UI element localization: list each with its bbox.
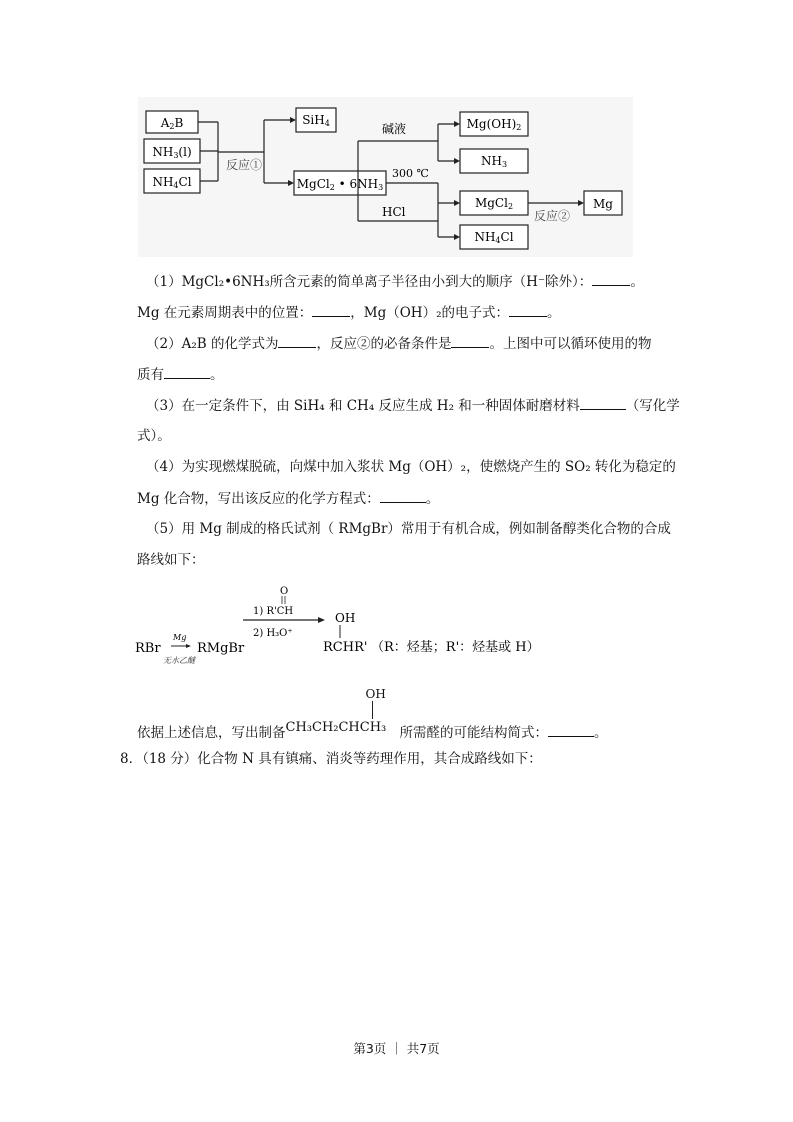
question-3-line-2: 式）。	[137, 428, 171, 444]
label-hcl: HCl	[382, 205, 406, 219]
answer-blank[interactable]	[509, 303, 547, 317]
target-formula: CH₃CH₂CHCH₃	[285, 720, 387, 735]
label-nh3-liquid: NH3(l)	[152, 145, 192, 160]
scheme-mg-over: Mg	[173, 633, 187, 642]
label-reaction-1: 反应①	[226, 158, 263, 172]
scheme-step-1: 1) R'CH	[253, 606, 294, 617]
target-bond	[372, 701, 373, 719]
answer-blank[interactable]	[580, 396, 626, 410]
label-mgcl2-6nh3: MgCl2 • 6NH3	[296, 177, 384, 192]
label-mg: Mg	[593, 197, 613, 211]
target-alcohol	[285, 687, 400, 737]
question-1-line-2: Mg 在元素周期表中的位置： ，Mg（OH）₂的电子式： 。	[137, 305, 561, 321]
question-8-heading: 8．（18 分）化合物 N 具有镇痛、消炎等药理作用，其合成路线如下：	[120, 751, 542, 767]
answer-blank[interactable]	[592, 272, 630, 286]
label-a2b: A2B	[160, 116, 184, 131]
grignard-scheme	[135, 580, 565, 670]
question-5-line-3: 依据上述信息，写出制备 OH CH₃CH₂CHCH₃ 所需醛的可能结构简式： 。	[137, 687, 608, 741]
answer-blank[interactable]	[380, 489, 426, 503]
label-nh4cl-reactant: NH4Cl	[152, 175, 192, 190]
scheme-ether-under: 无水乙醚	[163, 656, 195, 665]
scheme-note: （R：烃基；R'：烃基或 H）	[371, 640, 540, 655]
question-2-line-1: （2）A₂B 的化学式为 ，反应②的必备条件是 。上图中可以循环使用的物	[146, 336, 652, 352]
label-sih4: SiH4	[302, 113, 330, 128]
page-footer: 第3页 ｜ 共7页	[353, 1041, 440, 1056]
label-temperature: 300 ℃	[392, 167, 429, 180]
label-nh3-product: NH3	[480, 154, 508, 169]
question-5-line-2: 路线如下：	[137, 552, 205, 568]
question-5-line-1: （5）用 Mg 制成的格氏试剂（ RMgBr）常用于有机合成，例如制备醇类化合物的合成	[146, 521, 671, 537]
label-nh4cl-product: NH4Cl	[474, 230, 514, 245]
process-flow-diagram	[138, 97, 633, 257]
question-3-line-1: （3）在一定条件下，由 SiH₄ 和 CH₄ 反应生成 H₂ 和一种固体耐磨材料 （写化学	[146, 398, 680, 414]
label-base: 碱液	[382, 122, 407, 136]
question-1-line-1: （1）MgCl₂•6NH₃所含元素的简单离子半径由小到大的顺序（H⁻除外）： 。	[146, 274, 644, 290]
answer-blank[interactable]	[164, 365, 210, 379]
scheme-rmgbr: RMgBr	[197, 641, 245, 656]
scheme-product: RCHR'	[323, 640, 368, 655]
question-4-line-2: Mg 化合物，写出该反应的化学方程式： 。	[137, 491, 440, 507]
answer-blank[interactable]	[548, 723, 594, 737]
scheme-step-2: 2) H₃O⁺	[253, 628, 293, 639]
scheme-rbr: RBr	[135, 641, 161, 656]
question-2-line-2: 质有 。	[137, 367, 224, 383]
target-oh: OH	[365, 687, 386, 701]
label-mgoh2: Mg(OH)2	[466, 117, 522, 132]
answer-blank[interactable]	[451, 334, 489, 348]
label-mgcl2: MgCl2	[474, 196, 514, 211]
scheme-product-oh: OH	[335, 611, 356, 625]
answer-blank[interactable]	[278, 334, 316, 348]
label-reaction-2: 反应②	[534, 209, 571, 223]
answer-blank[interactable]	[312, 303, 350, 317]
question-4-line-1: （4）为实现燃煤脱硫，向煤中加入浆状 Mg（OH）₂，使燃烧产生的 SO₂ 转化为稳定的	[146, 459, 676, 475]
scheme-aldehyde-o: O	[280, 586, 289, 597]
